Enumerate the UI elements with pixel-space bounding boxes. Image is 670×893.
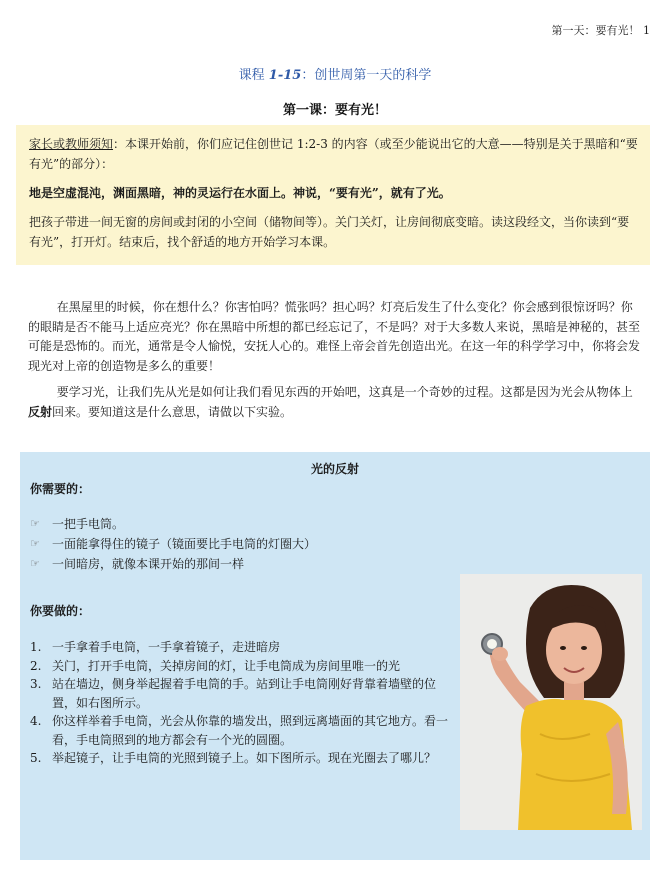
lesson-title: 第一课：要有光！ bbox=[282, 103, 387, 118]
running-header: 第一天：要有光！ 1 bbox=[551, 24, 650, 37]
activity-title: 光的反射 bbox=[310, 462, 359, 476]
step-text: 关门，打开手电筒，关掉房间的灯，让手电筒成为房间里唯一的光 bbox=[52, 658, 401, 673]
list-item bbox=[30, 534, 316, 554]
course-title-suffix: ：创世周第一天的科学 bbox=[301, 68, 432, 83]
note-label: 家长或教师须知 bbox=[29, 137, 114, 151]
list-item bbox=[30, 712, 455, 749]
step-number: 3. bbox=[30, 677, 42, 691]
steps-list bbox=[30, 638, 455, 768]
body-paragraph-1: 在黑屋里的时候，你在想什么？你害怕吗？慌张吗？担心吗？灯亮后发生了什么变化？你会感到很惊讶吗？你的眼睛是否不能马上适应亮光？你在黑暗中所想的都已经忘记了，不是吗？对于大多数人来说，黑暗是神秘的，甚至可能是恐怖的。而光，通常是令人愉悦，安抚人心的。难怪上帝会首先创造出光。在这一年的科学学习中，你将会发现光对上帝的创造物是多么的重要！ bbox=[28, 300, 641, 373]
course-title-prefix: 课程 bbox=[238, 68, 265, 83]
needs-list bbox=[30, 514, 316, 574]
paragraph-2-after: 回来。要知道这是什么意思，请做以下实验。 bbox=[52, 404, 293, 419]
body-paragraph-2 bbox=[28, 383, 644, 422]
step-number: 1. bbox=[30, 640, 42, 654]
note-intro bbox=[29, 134, 638, 174]
steps-heading: 你要做的： bbox=[30, 604, 91, 618]
list-item bbox=[30, 749, 455, 768]
list-item bbox=[30, 657, 455, 676]
note-text: ：本课开始前，你们应记住创世记 1:2-3 的内容（或至少能说出它的大意——特别是关于黑暗和“要有光”的部分）： bbox=[29, 137, 638, 171]
activity-box bbox=[20, 452, 650, 860]
note-instruction: 把孩子带进一间无窗的房间或封闭的小空间（储物间等）。关门关灯，让房间彻底变暗。读这段经文，当你读到“要有光”，打开灯。结束后，找个舒适的地方开始学习本课。 bbox=[29, 215, 630, 249]
step-text: 举起镜子，让手电筒的光照到镜子上。如下图所示。现在光圈去了哪儿？ bbox=[52, 751, 437, 765]
need-text: 一把手电筒。 bbox=[52, 517, 125, 531]
paragraph-2-before: 要学习光，让我们先从光是如何让我们看见东西的开始吧，这真是一个奇妙的过程。这都是因为光会从物体上 bbox=[56, 385, 633, 399]
list-item bbox=[30, 554, 316, 574]
step-number: 4. bbox=[30, 714, 42, 728]
flashlight-bullet-icon: ☞ bbox=[30, 517, 40, 530]
list-item bbox=[30, 514, 316, 534]
step-text: 站在墙边，侧身举起握着手电筒的手。站到让手电筒刚好背靠着墙壁的位置，如右图所示。 bbox=[52, 677, 437, 710]
list-item bbox=[30, 675, 455, 712]
photo-illustration bbox=[460, 574, 642, 830]
course-title bbox=[0, 64, 670, 83]
scripture-verse: 地是空虚混沌，渊面黑暗，神的灵运行在水面上。神说，“要有光”，就有了光。 bbox=[29, 186, 451, 200]
list-item bbox=[30, 638, 455, 657]
step-text: 一手拿着手电筒，一手拿着镜子，走进暗房 bbox=[52, 640, 281, 654]
step-number: 2. bbox=[30, 658, 42, 673]
step-number: 5. bbox=[30, 751, 42, 765]
teacher-note-box bbox=[16, 125, 650, 265]
girl-with-flashlight-photo bbox=[460, 574, 642, 830]
step-text: 你这样举着手电筒，光会从你靠的墙发出，照到远离墙面的其它地方。看一看，手电筒照到的地方都会有一个光的圆圈。 bbox=[52, 714, 449, 747]
paragraph-2-emphasis: 反射 bbox=[28, 404, 53, 419]
flashlight-bullet-icon: ☞ bbox=[30, 557, 40, 570]
need-text: 一间暗房，就像本课开始的那间一样 bbox=[52, 557, 245, 571]
need-text: 一面能拿得住的镜子（镜面要比手电筒的灯圈大） bbox=[52, 537, 317, 551]
flashlight-bullet-icon: ☞ bbox=[30, 537, 40, 550]
needs-heading: 你需要的： bbox=[30, 482, 91, 496]
course-title-number: 1-15 bbox=[268, 68, 302, 83]
